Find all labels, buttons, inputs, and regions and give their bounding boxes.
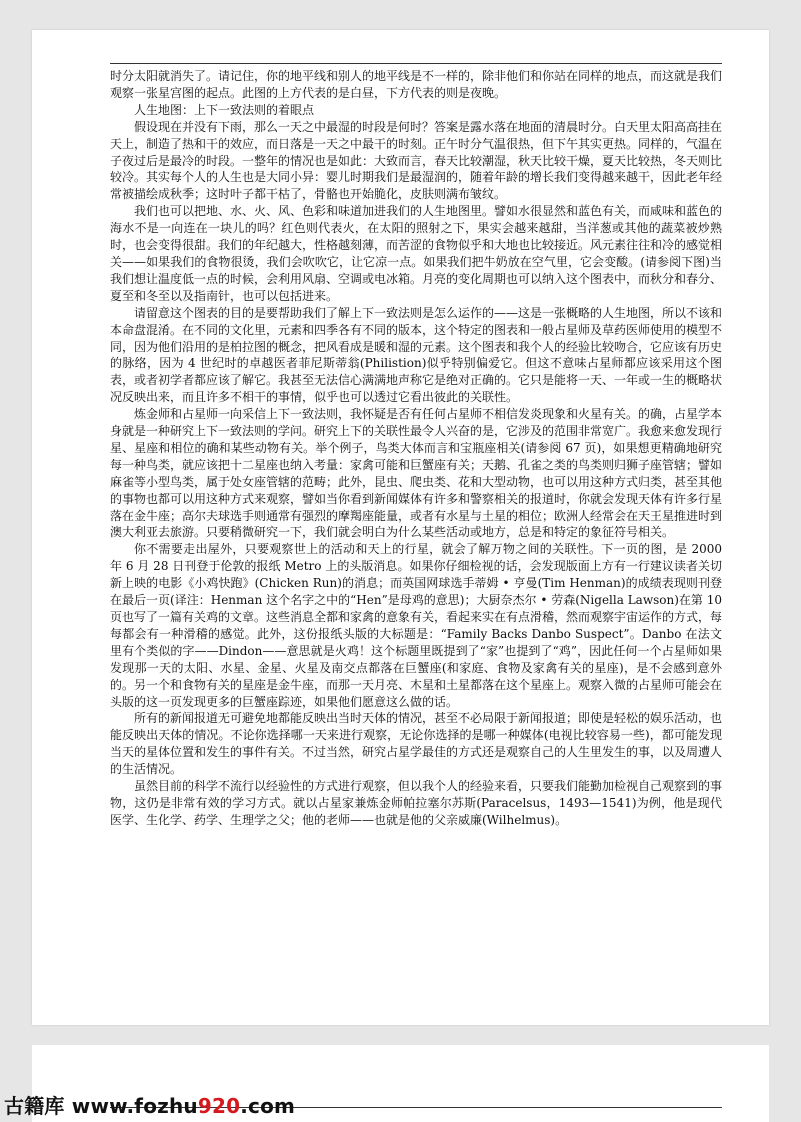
paragraph: 炼金师和占星师一向采信上下一致法则，我怀疑是否有任何占星师不相信发炎现象和火星有关。的确，占星学本身就是一种研究上下一致法则的学问。研究上下的关联性最令人兴奋的是，它涉及的范围非常宽广。我愈来愈发现行星、星座和相位的确和某些动物有关。举个例子，鸟类大体而言和宝瓶座相关(请参阅 67 页)，如果想更精确地研究每一种鸟类，就应该把十二星座也纳入考量：家禽可能和巨蟹座有关；天鹅、孔雀之类的鸟类则归狮子座管辖；譬如麻雀等小型鸟类，属于处女座管辖的范畴；此外，昆虫、爬虫类、花和大型动物，也可以用这种方式归类，甚至其他的事物也都可以用这种方式来观察，譬如当你看到新闻媒体有许多和警察相关的报道时，你就会发现天体有许多行星落在金牛座；高尔夫球选手则通常有强烈的摩羯座能量，或者有水星与土星的相位；欧洲人经常会在天王星推进时到澳大利亚去旅游。只要稍微研究一下，我们就会明白为什么某些活动或地方，总是和特定的象征符号相关。 <box>110 407 723 540</box>
watermark-number: 920 <box>197 1094 241 1118</box>
paragraph: 请留意这个图表的目的是要帮助我们了解上下一致法则是怎么运作的——这是一张概略的人生地图，所以不该和本命盘混淆。在不同的文化里，元素和四季各有不同的版本，这个特定的图表和一般占星师及草药医师使用的模型不同，因为他们沿用的是柏拉图的概念，把风看成是暖和湿的元素。这个图表和我个人的经验比较吻合，它应该有历史的脉络，因为 4 世纪时的卓越医者菲尼斯蒂翁(Philistion)似乎特别偏爱它。但这不意味占星师都应该采用这个图表，或者初学者都应该了解它。我甚至无法信心满满地声称它是绝对正确的。它只是能将一天、一年或一生的概略状况反映出来，而且许多不相干的事情，似乎也可以透过它看出彼此的关联性。 <box>110 305 723 405</box>
watermark-prefix: 古籍库 www.fozhu <box>4 1094 198 1118</box>
section-heading: 人生地图：上下一致法则的着眼点 <box>134 102 315 117</box>
paragraph: 你不需要走出屋外，只要观察世上的活动和天上的行星，就会了解万物之间的关联性。下一页的图，是 2000 年 6 月 28 日刊登于伦敦的报纸 Metro 上的头版消息。如果你仔细检视的话，会发现版面上方有一行建议读者关切新上映的电影《小鸡快跑》(Chicken Run)的消息；而英国网球选手蒂姆 • 亨曼(Tim Henman)的成绩表现则刊登在最后一页(译注：Henman 这个名字之中的“Hen”是母鸡的意思)；大厨奈杰尔 • 劳森(Nigella Lawson)在第 10 页也写了一篇有关鸡的文章。这些消息全都和家禽的意象有关，看起来实在有点滑稽，然而观察宇宙运作的方式，每每都会有一种滑稽的感觉。此外，这份报纸头版的大标题是：“Family Backs Danbo Suspect”。Danbo 在法文里有个类似的字——Dindon——意思就是火鸡！这个标题里既提到了“家”也提到了“鸡”，因此任何一个占星师如果发现那一天的太阳、水星、金星、火星及南交点都落在巨蟹座(和家庭、食物及家禽有关的星座)，是不会感到意外的。另一个和食物有关的星座是金牛座，而那一天月亮、木星和土星都落在这个星座上。观察入微的占星师可能会在头版的这一页发现更多的巨蟹座踪迹，如果他们愿意这么做的话。 <box>110 542 723 709</box>
document-page <box>32 30 769 1025</box>
paragraph: 所有的新闻报道无可避免地都能反映出当时天体的情况，甚至不必局限于新闻报道；即使是轻松的娱乐活动，也能反映出天体的情况。不论你选择哪一天来进行观察，无论你选择的是哪一种媒体(电视比较容易一些)，都可能发现当天的星体位置和发生的事件有关。不过当然，研究占星学最佳的方式还是观察自己的人生里发生的事，以及周遭人的生活情况。 <box>110 711 723 777</box>
header-rule <box>110 63 722 64</box>
paragraph: 假设现在并没有下雨，那么一天之中最湿的时段是何时？答案是露水落在地面的清晨时分。白天里太阳高高挂在天上，制造了热和干的效应，而日落是一天之中最干的时刻。正午时分气温很热，但下午其实更热。同样的，气温在子夜过后是最冷的时段。一整年的情况也是如此：大致而言，春天比较潮湿，秋天比较干燥，夏天比较热，冬天则比较冷。其实每个人的人生也是大同小异：婴儿时期我们是最湿润的，随着年龄的增长我们变得越来越干，因此老年经常被描绘成秋季；这时叶子都干枯了，骨骼也开始脆化，皮肤则满布皱纹。 <box>110 119 723 202</box>
paragraph: 虽然目前的科学不流行以经验性的方式进行观察，但以我个人的经验来看，只要我们能勤加检视自己观察到的事物，这仍是非常有效的学习方式。就以占星家兼炼金师帕拉塞尔苏斯(Paracelsus，1493—1541)为例，他是现代医学、生化学、药学、生理学之父；他的老师——也就是他的父亲威廉(Wilhelmus)。 <box>110 779 723 827</box>
document-body <box>110 68 722 829</box>
paragraph: 时分太阳就消失了。请记住，你的地平线和别人的地平线是不一样的，除非他们和你站在同样的地点，而这就是我们观察一张星宫图的起点。此图的上方代表的是白昼，下方代表的则是夜晚。 <box>110 69 723 100</box>
watermark-suffix: .com <box>240 1094 296 1118</box>
paragraph: 我们也可以把地、水、火、风、色彩和味道加进我们的人生地图里。譬如水很显然和蓝色有关，而咸味和蓝色的海水不是一向连在一块儿的吗？红色则代表火，在太阳的照射之下，果实会越来越甜，当洋葱或其他的蔬菜被炒熟时，也会变得很甜。我们的年纪越大，性格越刻薄，而苦涩的食物似乎和大地也比较接近。风元素往往和冷的感觉相关——如果我们的食物很烫，我们会吹吹它，让它凉一点。如果我们把牛奶放在空气里，它会变酸。(请参阅下图)当我们想让温度低一点的时候，会利用风扇、空调或电冰箱。月亮的变化周期也可以纳入这个图表中，而秋分和春分、夏至和冬至以及指南针，也可以包括进来。 <box>110 204 723 303</box>
site-watermark <box>4 1090 295 1119</box>
